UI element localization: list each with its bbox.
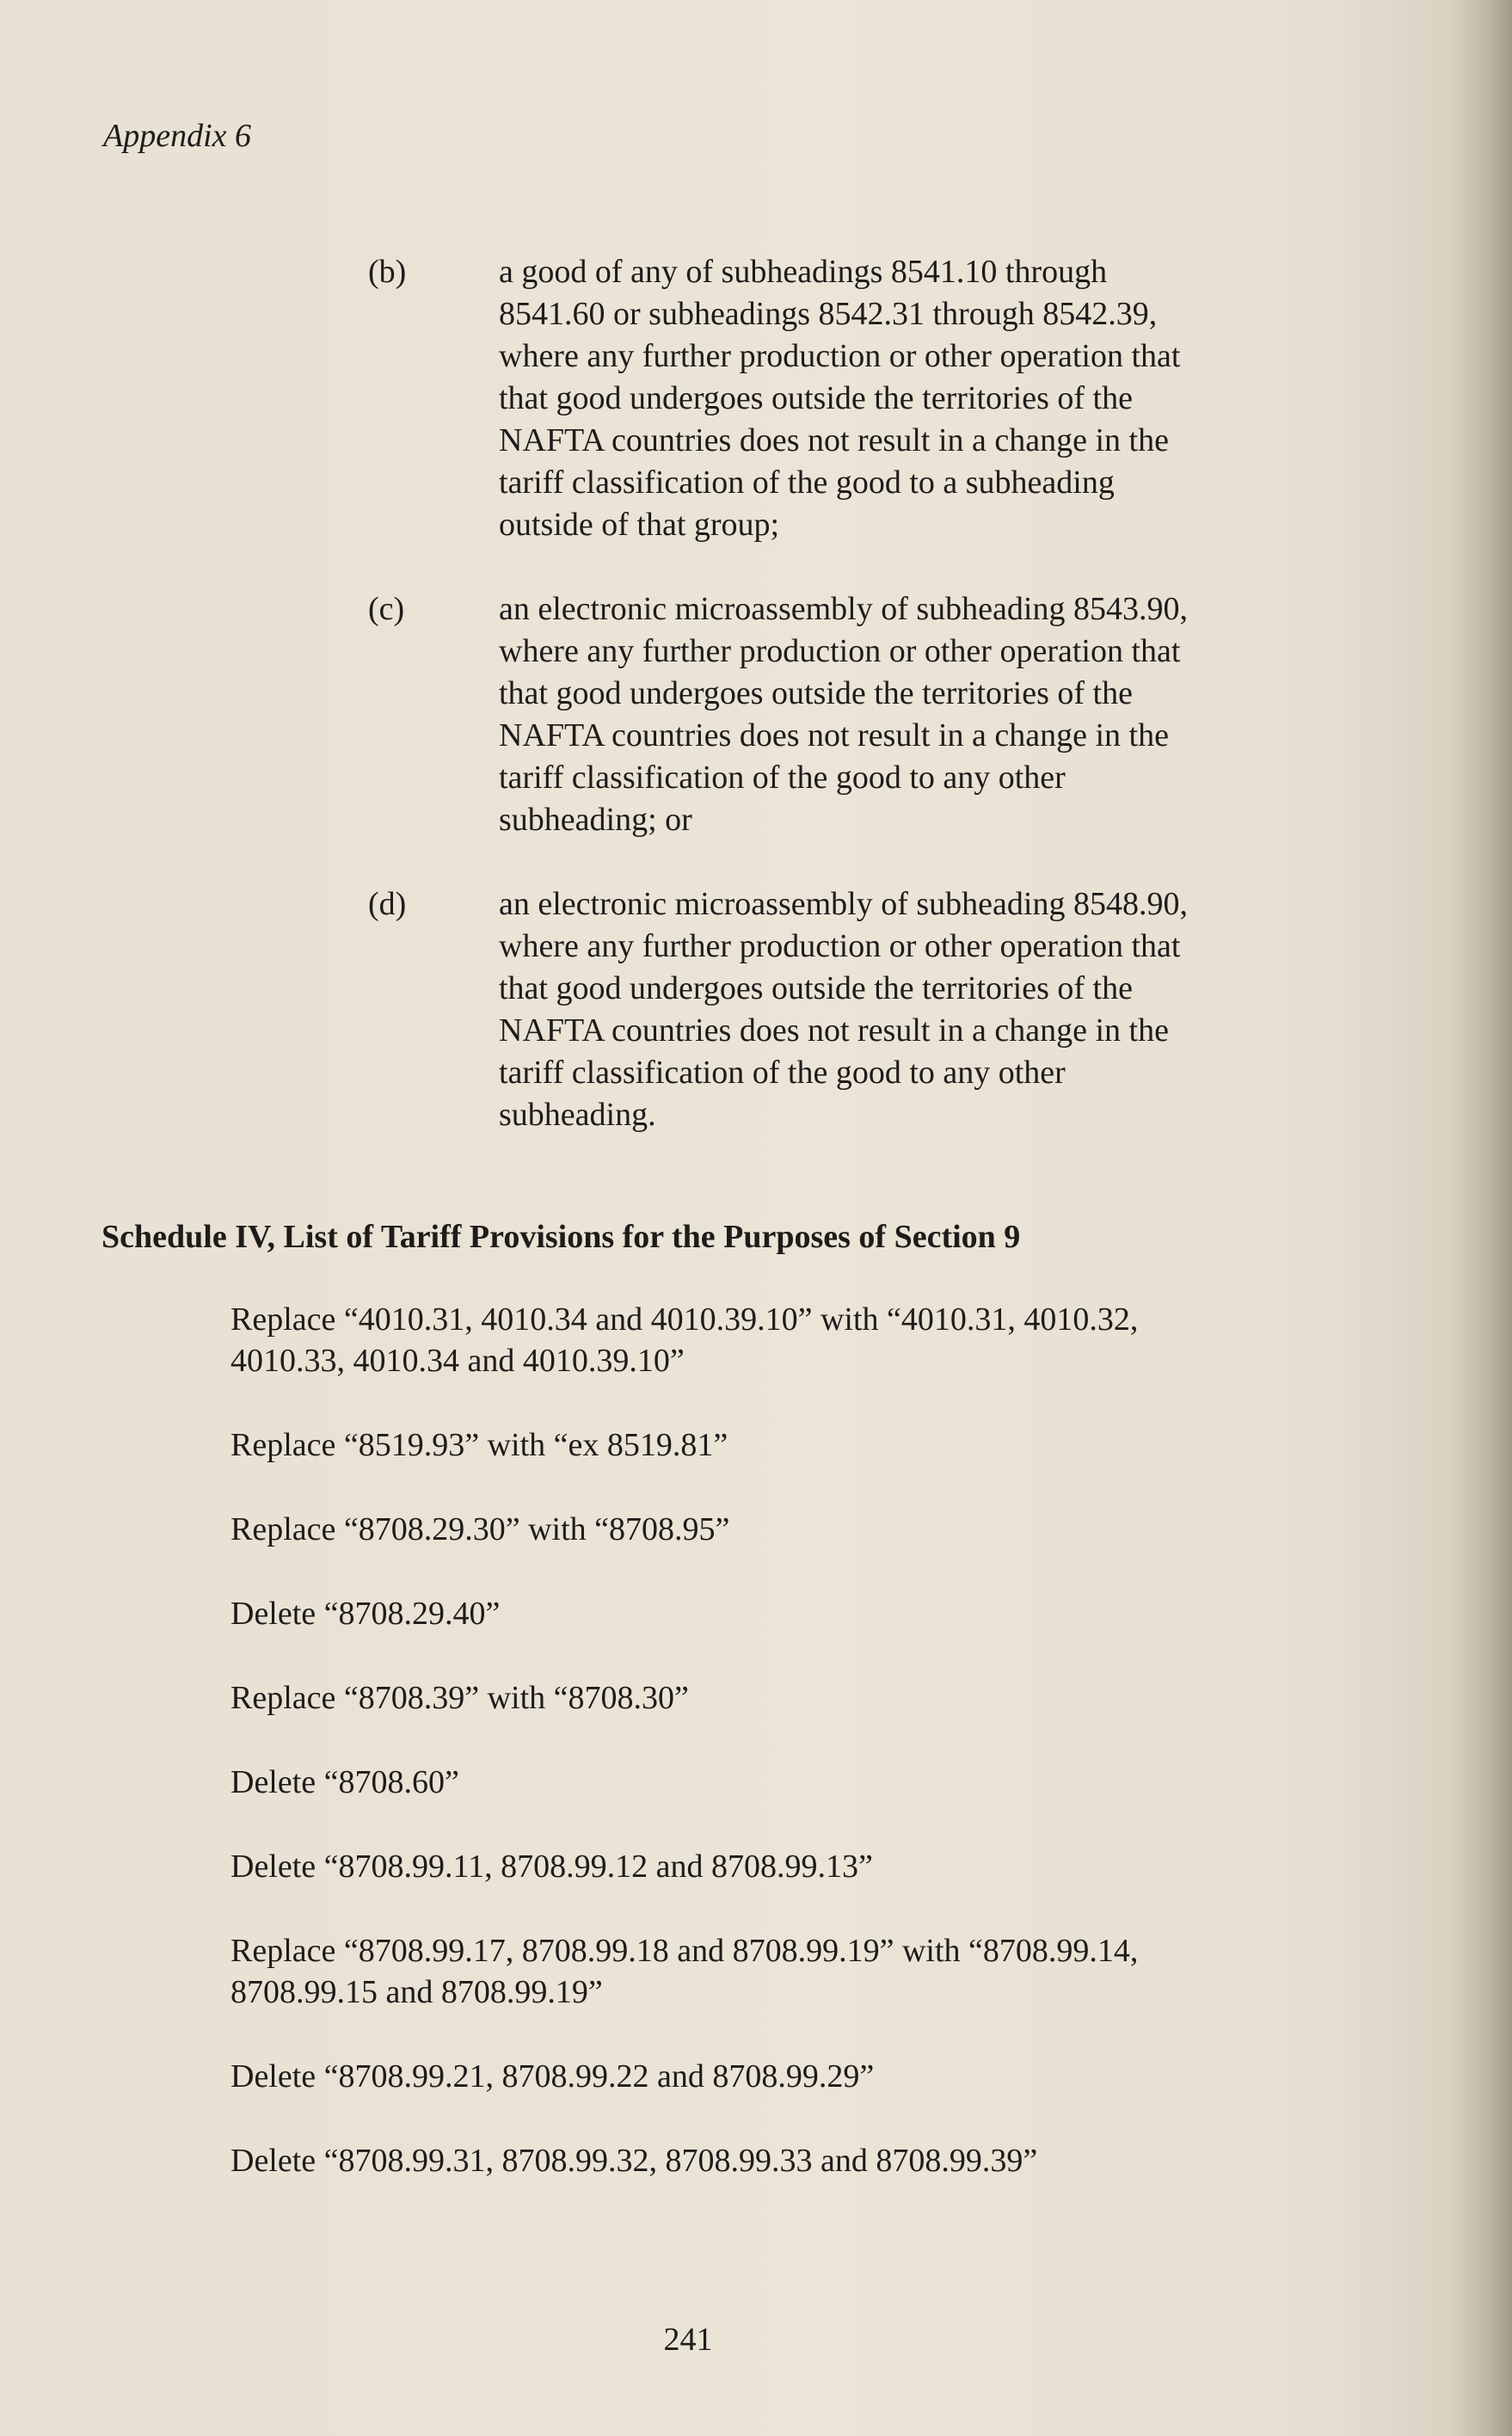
text-line: where any further production or other operation that — [499, 633, 1181, 669]
text-line: tariff classification of the good to any other — [499, 760, 1066, 796]
amendment-line: Replace “8708.39” with “8708.30” — [230, 1680, 689, 1716]
amendment-line: Replace “8708.99.17, 8708.99.18 and 8708.99.19” with “8708.99.14, — [230, 1933, 1139, 1969]
amendment-line: Replace “8708.29.30” with “8708.95” — [230, 1511, 730, 1547]
amendment-7 — [230, 1846, 873, 1887]
amendment-3 — [230, 1509, 729, 1550]
amendment-5 — [230, 1677, 689, 1719]
item-label: (b) — [368, 254, 407, 290]
item-label: (d) — [368, 886, 407, 922]
text-line: 8541.60 or subheadings 8542.31 through 8542.39, — [499, 296, 1158, 332]
running-head: Appendix 6 — [103, 118, 252, 154]
amendment-line: Delete “8708.99.21, 8708.99.22 and 8708.99.29” — [230, 2058, 875, 2095]
text-line: where any further production or other operation that — [499, 928, 1181, 964]
amendment-line: Replace “4010.31, 4010.34 and 4010.39.10” with “4010.31, 4010.32, — [230, 1301, 1139, 1338]
item-label: (c) — [368, 591, 405, 627]
amendment-4 — [230, 1593, 500, 1634]
amendment-9 — [230, 2056, 874, 2097]
text-line: tariff classification of the good to any other — [499, 1055, 1066, 1091]
text-line: that good undergoes outside the territories of the — [499, 380, 1133, 416]
page-number: 241 — [663, 2322, 713, 2358]
amendment-line: Replace “8519.93” with “ex 8519.81” — [230, 1427, 728, 1463]
schedule-heading: Schedule IV, List of Tariff Provisions for the Purposes of Section 9 — [101, 1219, 1021, 1255]
text-line: an electronic microassembly of subheading 8543.90, — [499, 591, 1188, 627]
text-line: NAFTA countries does not result in a change in the — [499, 717, 1169, 754]
amendment-line: Delete “8708.99.31, 8708.99.32, 8708.99.33 and 8708.99.39” — [230, 2143, 1038, 2179]
text-line: tariff classification of the good to a subheading — [499, 464, 1115, 501]
text-line: an electronic microassembly of subheading 8548.90, — [499, 886, 1188, 922]
text-line: NAFTA countries does not result in a change in the — [499, 1012, 1169, 1049]
page-edge-shadow — [1452, 0, 1512, 2436]
text-line: that good undergoes outside the territories of the — [499, 970, 1133, 1006]
amendment-line: Delete “8708.99.11, 8708.99.12 and 8708.99.13” — [230, 1849, 873, 1885]
amendment-line: 4010.33, 4010.34 and 4010.39.10” — [230, 1343, 685, 1379]
item-text — [499, 251, 1273, 546]
text-line: subheading; or — [499, 802, 692, 838]
item-text — [499, 883, 1273, 1136]
text-line: NAFTA countries does not result in a change in the — [499, 422, 1169, 458]
text-line: where any further production or other operation that — [499, 338, 1181, 374]
amendment-line: Delete “8708.29.40” — [230, 1596, 501, 1632]
item-text — [499, 588, 1273, 841]
amendment-line: Delete “8708.60” — [230, 1764, 459, 1800]
amendment-1 — [230, 1299, 1138, 1381]
amendment-line: 8708.99.15 and 8708.99.19” — [230, 1974, 603, 2010]
text-line: a good of any of subheadings 8541.10 through — [499, 254, 1108, 290]
amendment-6 — [230, 1762, 459, 1803]
amendment-10 — [230, 2140, 1037, 2181]
text-line: subheading. — [499, 1097, 656, 1133]
text-line: that good undergoes outside the territories of the — [499, 675, 1133, 711]
amendment-8 — [230, 1930, 1138, 2013]
text-line: outside of that group; — [499, 507, 780, 543]
amendment-2 — [230, 1424, 728, 1466]
